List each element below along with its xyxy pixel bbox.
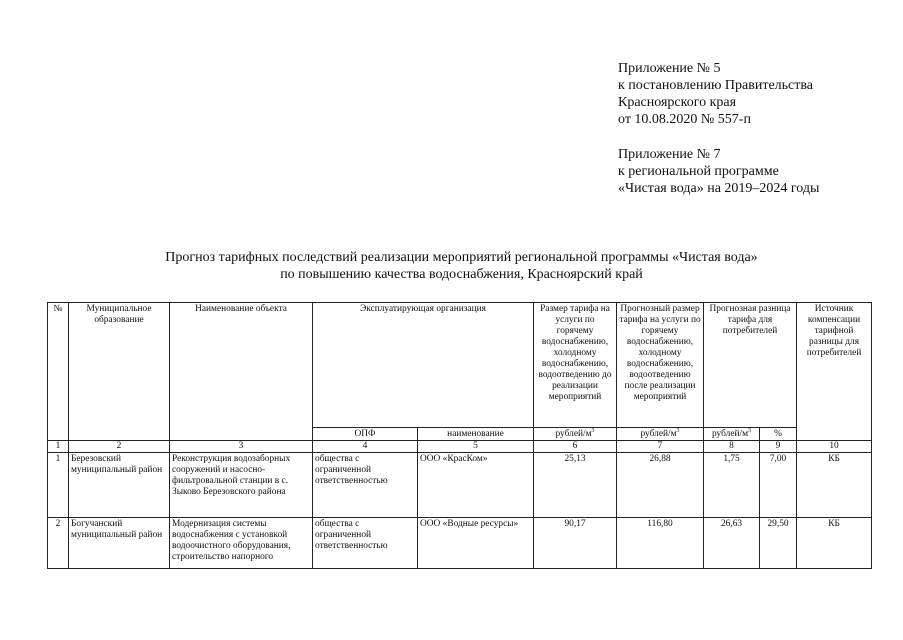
annex-7-line: Приложение № 7 [618, 147, 721, 162]
row-diff-rub: 26,63 [704, 518, 760, 569]
column-number: 9 [760, 441, 797, 453]
annex-5-block [618, 60, 898, 128]
column-number: 10 [797, 441, 872, 453]
row-tariff-after: 116,80 [617, 518, 704, 569]
row-diff-rub: 1,75 [704, 453, 760, 518]
row-object: Модернизация системы водоснабжения с установкой водоочистного оборудования, строительство напорного [170, 518, 313, 569]
row-source: КБ [797, 453, 872, 518]
row-tariff-after: 26,88 [617, 453, 704, 518]
column-number-row [48, 441, 872, 453]
subheader-opf: ОПФ [313, 428, 418, 441]
row-source: КБ [797, 518, 872, 569]
column-number: 5 [418, 441, 534, 453]
annex-5-line: Приложение № 5 [618, 61, 721, 76]
annex-7-block [618, 146, 898, 197]
annex-5-line: от 10.08.2020 № 557-п [618, 112, 751, 127]
header-organization: Эксплуатирующая организация [313, 303, 534, 428]
header-num: № [48, 303, 69, 441]
annex-5-line: Красноярского края [618, 95, 737, 110]
row-municipality: Богучанский муниципальный район [69, 518, 170, 569]
column-number: 1 [48, 441, 69, 453]
header-difference: Прогнозная разница тарифа для потребителей [704, 303, 797, 428]
column-number: 3 [170, 441, 313, 453]
subheader-unit-before: рублей/$м^3$ [534, 428, 617, 441]
row-diff-pct: 7,00 [760, 453, 797, 518]
title-line-2: по повышению качества водоснабжения, Красноярский край [280, 267, 643, 282]
row-municipality: Березовский муниципальный район [69, 453, 170, 518]
subheader-unit-after: рублей/$м^3$ [617, 428, 704, 441]
table-header-row [48, 303, 872, 428]
document-title [0, 249, 903, 283]
row-opf: общества с ограниченной ответственностью [313, 453, 418, 518]
row-num: 1 [48, 453, 69, 518]
subheader-percent: % [760, 428, 797, 441]
header-source: Источник компенсации тарифной разницы для потребителей [797, 303, 872, 441]
annex-5-line: к постановлению Правительства [618, 78, 814, 93]
header-object: Наименование объекта [170, 303, 313, 441]
header-tariff-before: Размер тарифа на услуги по горячему водоснабжению, холодному водоснабжению, водоотведению до реализации мероприятий [534, 303, 617, 428]
header-tariff-after: Прогнозный размер тарифа на услуги по горячему водоснабжению, холодному водоснабжению, водоотведению после реализации мероприятий [617, 303, 704, 428]
annex-7-line: «Чистая вода» на 2019–2024 годы [618, 181, 820, 196]
subheader-name: наименование [418, 428, 534, 441]
table-row [48, 453, 872, 518]
column-number: 7 [617, 441, 704, 453]
column-number: 8 [704, 441, 760, 453]
row-tariff-before: 90,17 [534, 518, 617, 569]
title-line-1: Прогноз тарифных последствий реализации мероприятий региональной программы «Чистая вода» [165, 250, 758, 265]
column-number: 6 [534, 441, 617, 453]
column-number: 4 [313, 441, 418, 453]
row-num: 2 [48, 518, 69, 569]
row-opf: общества с ограниченной ответственностью [313, 518, 418, 569]
row-org-name: ООО «Водные ресурсы» [418, 518, 534, 569]
tariff-table [47, 302, 872, 569]
table-row [48, 518, 872, 569]
row-diff-pct: 29,50 [760, 518, 797, 569]
row-org-name: ООО «КрасКом» [418, 453, 534, 518]
row-object: Реконструкция водозаборных сооружений и насосно-фильтровальной станции в с. Зыково Березовского района [170, 453, 313, 518]
row-tariff-before: 25,13 [534, 453, 617, 518]
annex-7-line: к региональной программе [618, 164, 779, 179]
column-number: 2 [69, 441, 170, 453]
header-municipality: Муниципальное образование [69, 303, 170, 441]
subheader-unit-diff: рублей/$м^3$ [704, 428, 760, 441]
